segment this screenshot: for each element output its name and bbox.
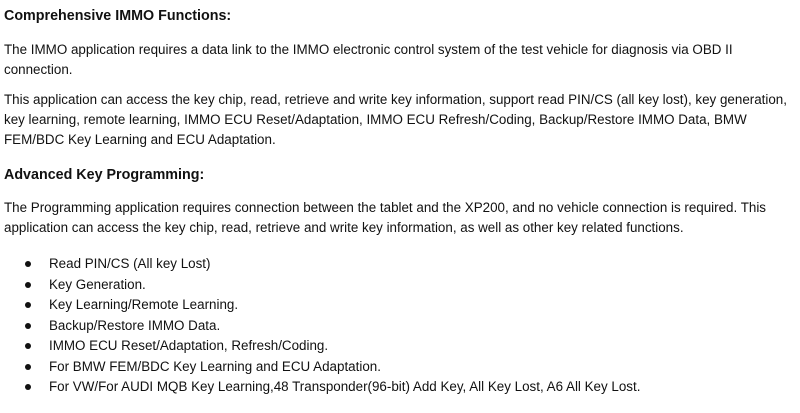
bullet-icon (25, 323, 31, 329)
immo-paragraph-2: This application can access the key chip, read, retrieve and write key information, support read PIN/CS (all key lost), key generation, key learning, remote learning, IMMO ECU Reset/Adaptation, IMMO ECU Refresh/Coding, Backup/Restore IMMO Data, BMW FEM/BDC Key Learning and ECU Adaptation. (4, 92, 787, 147)
list-item (25, 316, 800, 337)
key-programming-paragraph: The Programming application requires connection between the tablet and the XP200, and no vehicle connection is required. This application can access the key chip, read, retrieve and write key information, as well as other key related functions. (4, 200, 767, 235)
list-item (25, 357, 800, 378)
bullet-icon (25, 261, 31, 267)
immo-paragraph-1: The IMMO application requires a data link to the IMMO electronic control system of the test vehicle for diagnosis via OBD II connection. (4, 42, 733, 77)
list-item (25, 254, 800, 275)
bullet-icon (25, 302, 31, 308)
list-item-label: For BMW FEM/BDC Key Learning and ECU Adaptation. (49, 358, 381, 374)
list-item-label: IMMO ECU Reset/Adaptation, Refresh/Coding. (49, 338, 329, 353)
list-item (25, 295, 800, 316)
bullet-icon (25, 364, 31, 370)
bullet-icon (25, 384, 31, 390)
list-item-label: Key Learning/Remote Learning. (49, 297, 239, 312)
bullet-icon (25, 343, 31, 349)
list-item-label: Key Generation. (49, 276, 146, 292)
list-item-label: Read PIN/CS (All key Lost) (49, 256, 211, 271)
list-item (25, 336, 800, 357)
section-heading-key-programming: Advanced Key Programming: (4, 167, 205, 183)
list-item (25, 275, 800, 296)
list-item-label: Backup/Restore IMMO Data. (49, 317, 221, 333)
section-heading-immo: Comprehensive IMMO Functions: (4, 8, 232, 24)
list-item-label: For VW/For AUDI MQB Key Learning,48 Transponder(96-bit) Add Key, All Key Lost, A6 All Key Lost. (49, 379, 641, 394)
feature-list (4, 254, 800, 398)
bullet-icon (25, 282, 31, 288)
list-item (25, 377, 800, 398)
